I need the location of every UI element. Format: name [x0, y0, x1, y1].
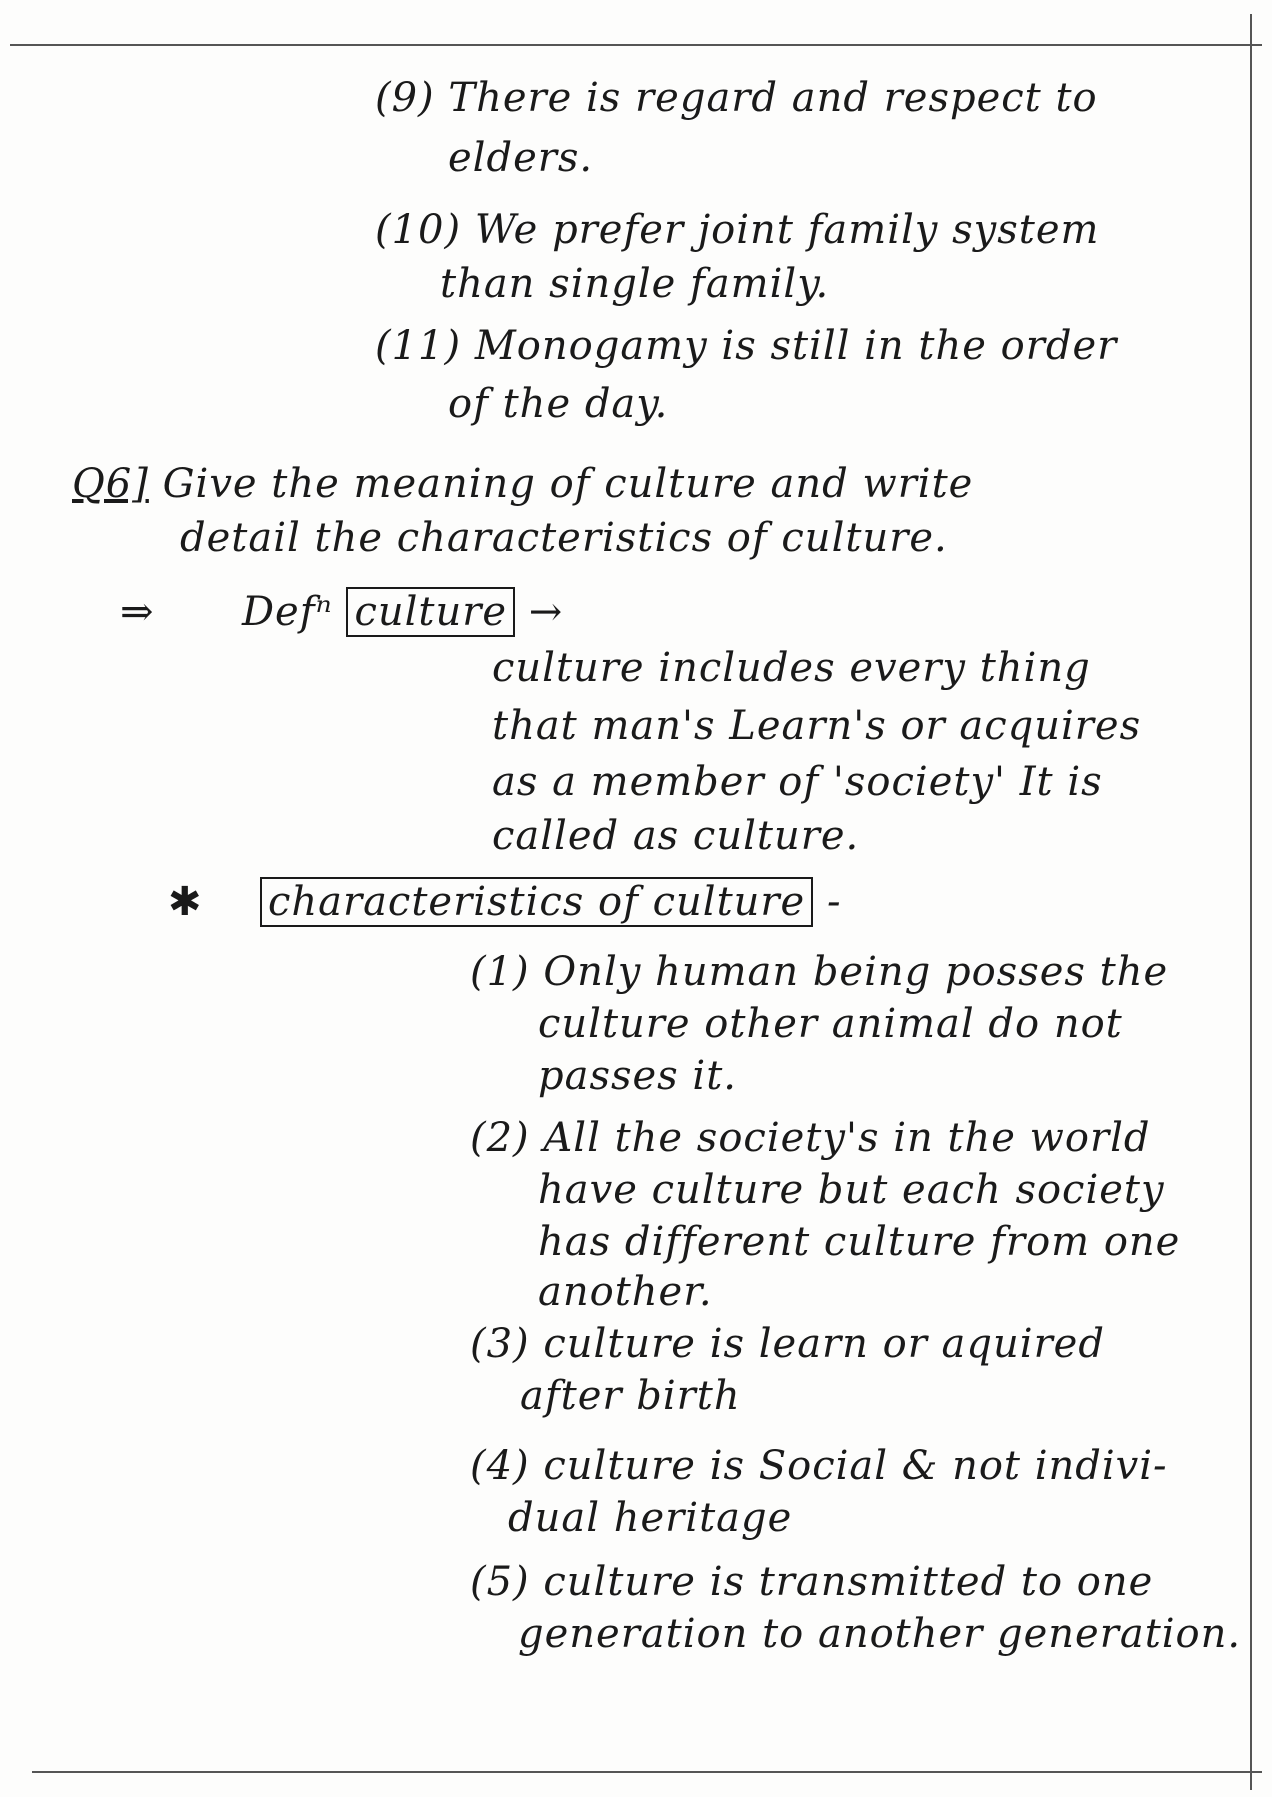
- characteristics-heading: [168, 878, 841, 926]
- star-icon: ✱: [168, 879, 203, 925]
- item-11-line-2: of the day.: [448, 381, 669, 427]
- definition-line-2: that man's Learn's or acquires: [492, 703, 1142, 749]
- right-arrow-icon: →: [528, 589, 564, 635]
- characteristic-4-line-2: dual heritage: [508, 1495, 793, 1541]
- double-arrow-icon: ⇒: [120, 589, 155, 635]
- item-text: culture is learn or aquired: [543, 1321, 1105, 1367]
- question-text: Give the meaning of culture and write: [162, 461, 974, 507]
- characteristics-heading-box: characteristics of culture: [260, 877, 813, 927]
- item-10-line-2: than single family.: [440, 261, 830, 307]
- item-text: culture is Social & not indivi-: [543, 1443, 1168, 1489]
- question-label: Q6]: [72, 461, 149, 507]
- item-number: (3): [470, 1321, 530, 1367]
- characteristic-3-line-1: [470, 1320, 1105, 1368]
- question-6-line-1: [72, 460, 973, 508]
- page-bottom-border: [32, 1771, 1262, 1773]
- page-right-border: [1250, 14, 1252, 1790]
- item-number: (4): [470, 1443, 530, 1489]
- characteristic-1-line-3: passes it.: [538, 1053, 738, 1099]
- definition-prefix: Defⁿ: [241, 589, 333, 635]
- item-text: Only human being posses the: [543, 949, 1169, 995]
- characteristic-3-line-2: after birth: [520, 1373, 741, 1419]
- characteristic-1-line-2: culture other animal do not: [538, 1001, 1123, 1047]
- definition-line-4: called as culture.: [492, 813, 860, 859]
- characteristic-2-line-4: another.: [538, 1269, 713, 1315]
- item-10-line-1: [375, 206, 1099, 254]
- definition-line-3: as a member of 'society' It is: [492, 759, 1103, 805]
- page-top-border: [10, 44, 1262, 46]
- question-6-line-2: detail the characteristics of culture.: [180, 515, 948, 561]
- item-9-line-2: elders.: [448, 135, 594, 181]
- definition-term-box: culture: [346, 587, 515, 637]
- item-number: (1): [470, 949, 530, 995]
- characteristic-2-line-3: has different culture from one: [538, 1219, 1181, 1265]
- item-9-line-1: [375, 74, 1098, 122]
- characteristic-2-line-1: [470, 1114, 1151, 1162]
- item-text: All the society's in the world: [543, 1115, 1151, 1161]
- definition-line-1: culture includes every thing: [492, 645, 1091, 691]
- item-text: culture is transmitted to one: [543, 1559, 1154, 1605]
- definition-heading: [120, 588, 563, 636]
- characteristic-5-line-2: generation to another generation.: [518, 1611, 1242, 1657]
- item-11-line-1: [375, 322, 1117, 370]
- item-text: There is regard and respect to: [448, 75, 1098, 121]
- item-number: (11): [375, 323, 462, 369]
- item-number: (2): [470, 1115, 530, 1161]
- item-text: Monogamy is still in the order: [474, 323, 1118, 369]
- item-number: (5): [470, 1559, 530, 1605]
- characteristic-5-line-1: [470, 1558, 1153, 1606]
- characteristic-2-line-2: have culture but each society: [538, 1167, 1165, 1213]
- characteristic-1-line-1: [470, 948, 1168, 996]
- heading-dash: -: [826, 879, 842, 925]
- item-number: (9): [375, 75, 435, 121]
- characteristic-4-line-1: [470, 1442, 1168, 1490]
- item-text: We prefer joint family system: [474, 207, 1100, 253]
- item-number: (10): [375, 207, 462, 253]
